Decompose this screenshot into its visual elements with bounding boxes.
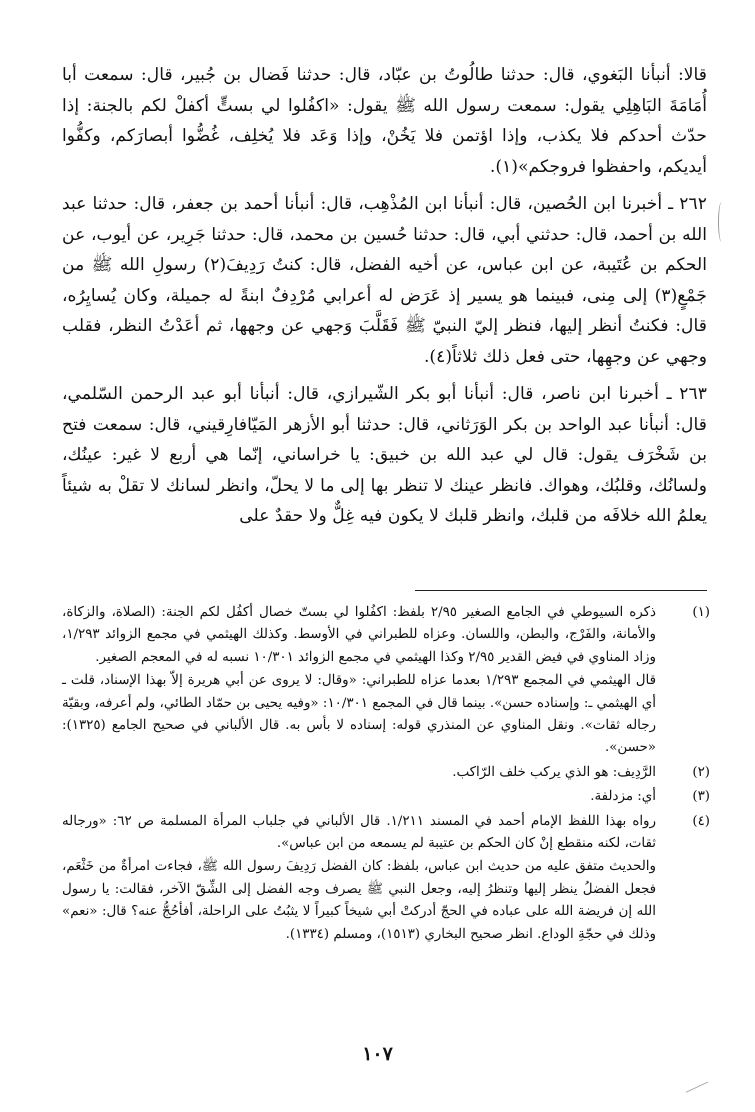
footnote-body (62, 811, 656, 947)
footnote-1 (62, 602, 710, 761)
footnote-number: (٤) (692, 813, 710, 829)
footnote-divider (415, 590, 707, 591)
paragraph-hadith-263: ٢٦٣ ـ أخبرنا ابن ناصر، قال: أنبأنا أبو بكر الشّيرازي، قال: أنبأنا أبو عبد الرحمن السّلمي، قال: أنبأنا عبد الواحد بن بكر الوَرَثاني، قال: حدثنا أبو الأزهر المَيّافارِقيني، قال: سمعت فتح بن شَخْرَف يقول: قال لي عبد الله بن خبيق: يا خراساني، إنّما هي أربع لا غير: عينُك، ولسانُك، وقلبُك، وهواك. فانظر عينك لا تنظر بها إلى ما لا يحلّ، وانظر لسانك لا تقلْ به شيئاً يعلمُ الله خلافَه من قلبك، وانظر قلبك لا يكون فيه غِلٌّ ولا حقدٌ على (62, 384, 707, 526)
footnotes (62, 602, 710, 948)
footnote-number: (١) (692, 605, 710, 620)
footnote-number: (٢) (692, 764, 710, 780)
footnote-paragraph: قال الهيثمي في المجمع ١/٢٩٣ بعدما عزاه للطبراني: «وقال: لا يروى عن أبي هريرة إلاّ بهذا الإسناد، قلت ـ أي الهيثمي ـ: وإسناده حسن». بينما قال في المجمع ١٠/٣٠١: «وفيه يحيى بن حمّاد الطائي، ولم أعرفه، وبقيّة رجاله ثقات». ونقل المناوي عن المنذري قوله: إسناده لا بأس به. قال الألباني في صحيح الجامع (١٣٢٥): «حسن». (62, 673, 656, 756)
footnote-body (62, 786, 656, 809)
footnote-paragraph: رواه بهذا اللفظ الإمام أحمد في المسند ١/٢١١. قال الألباني في جلباب المرأة المسلمة ص ٦٢: «ورجاله ثقات، لكنه منقطع إنْ كان الحكم بن عتيبة لم يسمعه من ابن عباس». (62, 813, 656, 852)
footnote-2 (62, 762, 710, 785)
corner-pencil-mark (686, 1082, 714, 1106)
main-text (62, 60, 707, 539)
footnote-body (62, 602, 656, 761)
footnote-paragraph: والحديث متفق عليه من حديث ابن عباس، بلفظ: كان الفضل رَدِيفَ رسول الله ﷺ، فجاءت امرأةٌ من خَثْعَم، فجعل الفضلُ ينظر إليها وتنظرُ إليه، وجعل النبي ﷺ يصرف وجه الفضل إلى الشِّقّ الآخر، فقالت: يا رسول الله إن فريضة الله على عباده في الحجّ أدركتْ أبي شيخاً كبيراً لا يثبُتُ على الراحلة، أفأحُجُّ عنه؟ قال: «نعم» وذلك في حجّةِ الوداع. انظر صحيح البخاري (١٥١٣)، ومسلم (١٣٣٤). (62, 859, 656, 942)
footnote-4 (62, 811, 710, 947)
page-number: ١٠٧ (362, 1043, 393, 1065)
paragraph-hadith-262: ٢٦٢ ـ أخبرنا ابن الحُصين، قال: أنبأنا ابن المُذْهِب، قال: أنبأنا أحمد بن جعفر، قال: حدثنا عبد الله بن أحمد، قال: حدثني أبي، قال: حدثنا حُسين بن محمد، قال: حدثنا جَرِير، عن أيوب، عن الحكم بن عُتَيبة، عن ابن عباس، عن أخيه الفضل، قال: كنتُ رَدِيفَ(٢) رسولِ الله ﷺ من جَمْعٍ(٣) إلى مِنى، فبينما هو يسير إذ عَرَض له أعرابي مُرْدِفٌ ابنةً له جميلة، وكان يُسايِرُه، قال: فكنتُ أنظر إليها، فنظر إليّ النبيّ ﷺ فَقَلَّبَ وَجهي عن وجهها، ثم أعَدْتُ النظر، فقلب وجهي عن وجهِها، حتى فعل ذلك ثلاثاً(٤). (62, 194, 707, 367)
footnote-paragraph: ذكره السيوطي في الجامع الصغير ٢/٩٥ بلفظ: اكفُلوا لي بستّ خصال أكفُل لكم الجنة: (الصلاة، والزكاة، والأمانة، والفَرْج، والبطن، واللسان. وعزاه للطبراني في الأوسط. وكذلك الهيثمي في مجمع الزوائد ١/٢٩٣، وزاد المناوي في فيض القدير ٢/٩٥ وكذا الهيثمي في مجمع الزوائد ١٠/٣٠١ نسبه له في المعجم الصغير. (62, 605, 656, 665)
footnote-paragraph: الرَّدِيف: هو الذي يركب خلف الرّاكب. (452, 764, 656, 780)
footnote-number: (٣) (692, 789, 710, 805)
footnote-body (62, 762, 656, 785)
footnote-3 (62, 786, 710, 809)
footnote-paragraph: أي: مزدلفة. (590, 789, 656, 805)
paragraph-continuation: قالا: أنبأنا البَغوي، قال: حدثنا طالُوتُ بن عبّاد، قال: حدثنا فَضال بن جُبير، قال: سمعت أبا أُمَامَةَ البَاهِلِي يقول: سمعت رسول الله ﷺ يقول: «اكفُلوا لي بستٍّ أكفلْ لكم بالجنة: إذا حدّث أحدكم فلا يكذب، وإذا اؤتمن فلا يَخُنْ، وإذا وَعَد فلا يُخلِف، غُضُّوا أبصارَكم، وكفُّوا أيديكم، واحفظوا فروجكم»(١). (62, 65, 707, 177)
margin-pencil-mark (718, 202, 725, 242)
